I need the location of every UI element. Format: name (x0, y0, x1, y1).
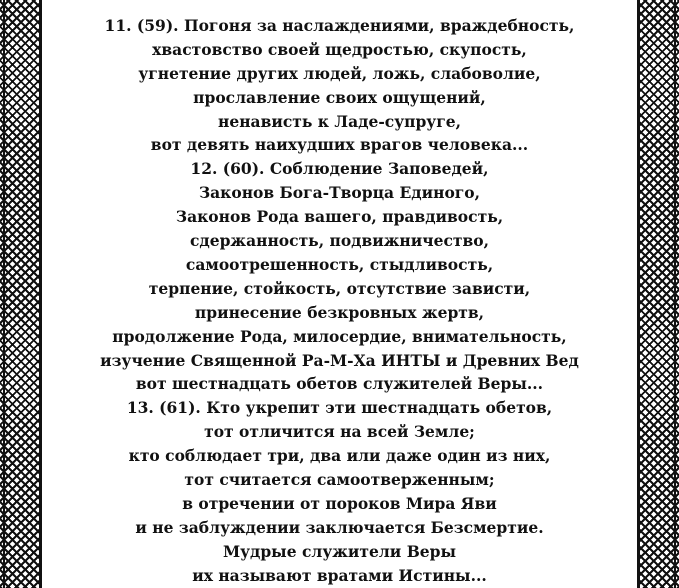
text-line: и не заблуждении заключается Безсмертие. (135, 517, 544, 537)
text-line: самоотрешенность, стыдливость, (185, 254, 494, 274)
text-line: продолжение Рода, милосердие, внимательность, (112, 326, 567, 346)
text-line: хвастовство своей щедростью, скупость, (152, 39, 527, 59)
text-line: изучение Священной Ра-М-Ха ИНТЫ и Древних Вед (100, 350, 579, 370)
text-line: ненависть к Ладе-супруге, (217, 111, 461, 131)
text-line: Законов Бога-Творца Единого, (198, 183, 481, 203)
text-line: вот девять наихудших врагов человека... (150, 135, 529, 155)
text-line: сдержанность, подвижничество, (189, 231, 490, 251)
text-line: Законов Рода вашего, правдивость, (175, 207, 504, 227)
text-line: 11. (59). Погоня за наслаждениями, враждебность, (104, 15, 575, 35)
text-line (50, 0, 629, 14)
text-line: тот отличится на всей Земле; (204, 422, 475, 442)
text-line: Мудрые служители Веры (222, 541, 457, 561)
text-line: тот считается самоотверженным; (184, 470, 495, 490)
text-line: их называют вратами Истины... (192, 565, 487, 585)
text-line: прославление своих ощущений, (193, 87, 486, 107)
text-line: угнетение других людей, ложь, слабоволие, (138, 63, 541, 83)
text-line: вот шестнадцать обетов служителей Веры... (135, 374, 544, 394)
text-line: принесение безкровных жертв, (194, 302, 485, 322)
verse-text-block (50, 0, 629, 588)
text-line: в отречении от пороков Мира Яви (182, 494, 497, 514)
text-line: 13. (61). Кто укрепит эти шестнадцать обетов, (126, 398, 553, 418)
left-ornamental-border (0, 0, 42, 588)
right-ornamental-border (637, 0, 679, 588)
text-line: терпение, стойкость, отсутствие зависти, (148, 278, 531, 298)
text-line: кто соблюдает три, два или даже один из них, (128, 446, 551, 466)
text-line: 12. (60). Соблюдение Заповедей, (190, 159, 489, 179)
